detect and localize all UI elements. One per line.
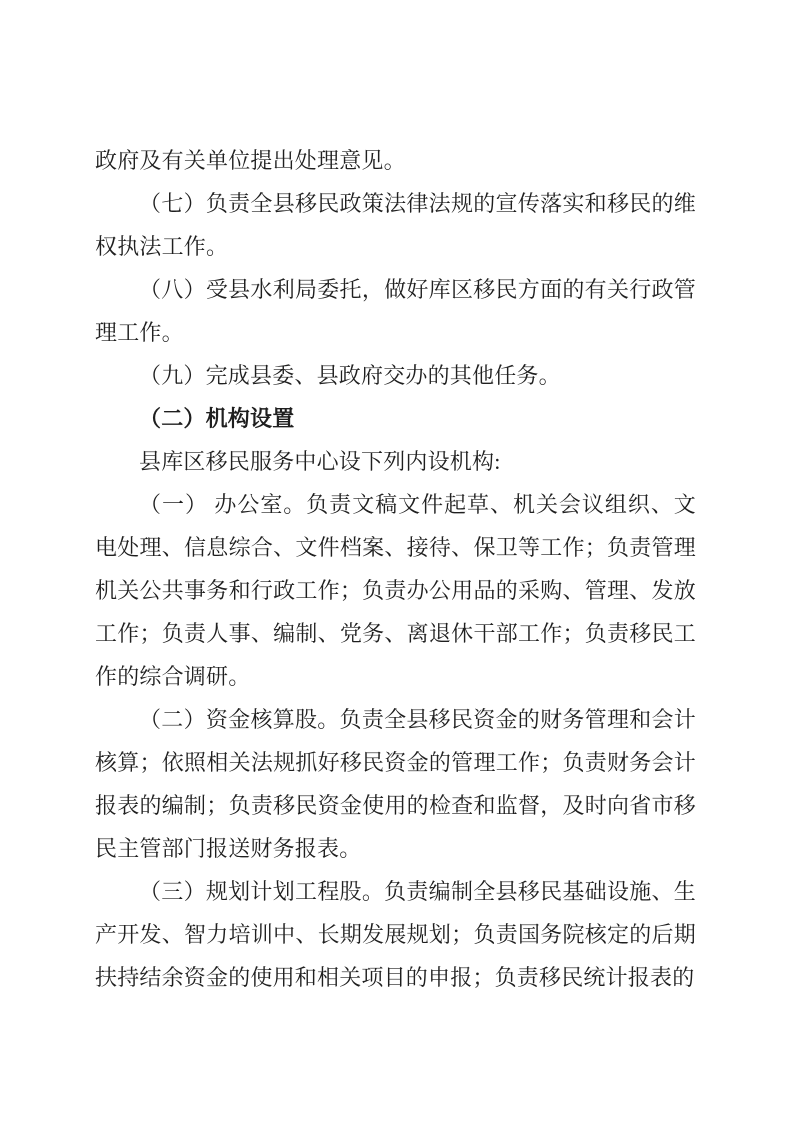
paragraph: （九）完成县委、县政府交办的其他任务。 [139,363,561,388]
paragraph: 县库区移民服务中心设下列内设机构: [139,449,501,474]
paragraph: 政府及有关单位提出处理意见。 [95,148,406,173]
section-heading: （二）机构设置 [139,406,295,431]
paragraph: （一） 办公室。负责文稿文件起草、机关会议组织、文电处理、信息综合、文件档案、接待、保卫等工作；负责管理机关公共事务和行政工作；负责办公用品的采购、管理、发放工作；负责人事、编制、党务、离退休干部工作；负责移民工作的综合调研。 [95,492,696,689]
document-body [95,139,696,999]
paragraph: （三）规划计划工程股。负责编制全县移民基础设施、生产开发、智力培训中、长期发展规划；负责国务院核定的后期扶持结余资金的使用和相关项目的申报；负责移民统计报表的 [95,879,696,990]
paragraph: （八）受县水利局委托，做好库区移民方面的有关行政管理工作。 [95,277,696,345]
paragraph: （七）负责全县移民政策法律法规的宣传落实和移民的维权执法工作。 [95,191,696,259]
paragraph: （二）资金核算股。负责全县移民资金的财务管理和会计核算；依照相关法规抓好移民资金的管理工作；负责财务会计报表的编制；负责移民资金使用的检查和监督，及时向省市移民主管部门报送财务报表。 [95,707,696,861]
